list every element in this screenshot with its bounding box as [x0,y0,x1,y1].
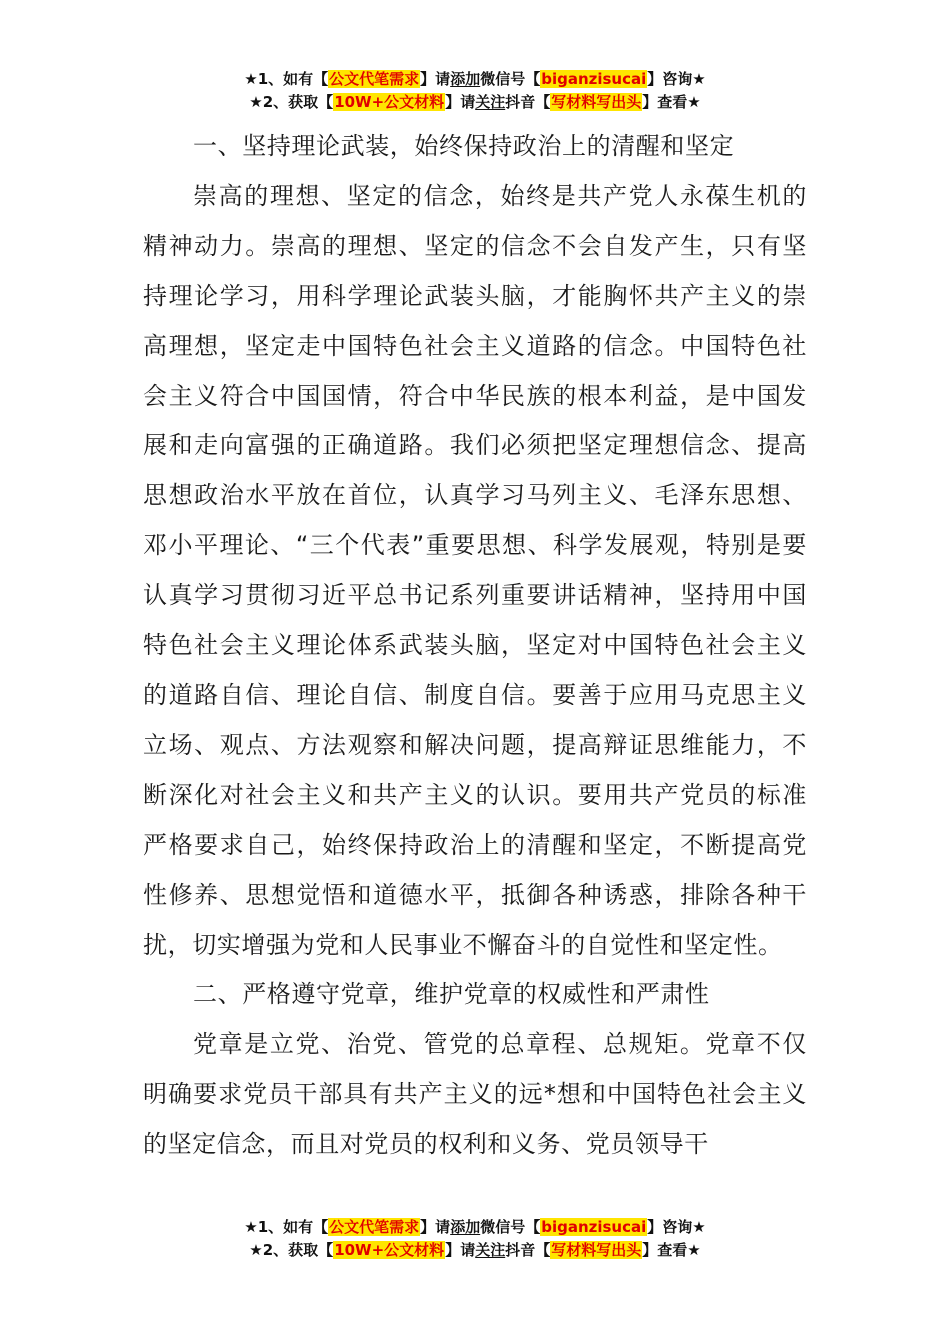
banner-line-2 [0,1239,950,1262]
banner-highlight: 公文代笔需求 [329,1218,420,1236]
banner-highlight: 10W+公文材料 [334,93,445,111]
banner-highlight: 写材料写出头 [551,93,642,111]
banner-text: 微信号【 [480,70,541,88]
document-body [143,122,807,1170]
banner-highlight: biganzisucai [541,70,647,88]
banner-line-1 [0,1216,950,1239]
banner-underlined: 关注 [475,93,506,111]
section-heading-1: 一、坚持理论武装，始终保持政治上的清醒和坚定 [193,132,735,160]
paragraph-1: 崇高的理想、坚定的信念，始终是共产党人永葆生机的精神动力。崇高的理想、坚定的信念不会自发产生，只有坚持理论学习，用科学理论武装头脑，才能胸怀共产主义的崇高理想，坚定走中国特色社会主义道路的信念。中国特色社会主义符合中国国情，符合中华民族的根本利益，是中国发展和走向富强的正确道路。我们必须把坚定理想信念、提高思想政治水平放在首位，认真学习马列主义、毛泽东思想、邓小平理论、“三个代表”重要思想、科学发展观，特别是要认真学习贯彻习近平总书记系列重要讲话精神，坚持用中国特色社会主义理论体系武装头脑，坚定对中国特色社会主义的道路自信、理论自信、制度自信。要善于应用马克思主义立场、观点、方法观察和解决问题，提高辩证思维能力，不断深化对社会主义和共产主义的认识。要用共产党员的标准严格要求自己，始终保持政治上的清醒和坚定，不断提高党性修养、思想觉悟和道德水平，抵御各种诱惑，排除各种干扰，切实增强为党和人民事业不懈奋斗的自觉性和坚定性。 [143,181,807,959]
banner-text: ★1、如有【 [244,70,329,88]
paragraph-2: 党章是立党、治党、管党的总章程、总规矩。党章不仅明确要求党员干部具有共产主义的远*想和中国特色社会主义的坚定信念，而且对党员的权利和义务、党员领导干 [143,1030,807,1159]
footer-banner [0,1216,950,1262]
banner-text: 】查看★ [642,93,701,111]
section-heading-2: 二、严格遵守党章，维护党章的权威性和严肃性 [193,980,710,1009]
banner-highlight: biganzisucai [541,1218,647,1236]
banner-text: ★2、获取【 [249,93,334,111]
banner-text: 微信号【 [480,1218,541,1236]
banner-text: 】查看★ [642,1241,701,1259]
banner-line-2 [0,91,950,114]
banner-underlined: 添加 [450,70,481,88]
banner-text: 】请 [420,1218,451,1236]
banner-text: 】咨询★ [647,1218,706,1236]
header-banner [0,68,950,114]
banner-text: 】请 [420,70,451,88]
banner-text: ★1、如有【 [244,1218,329,1236]
banner-text: 】咨询★ [647,70,706,88]
banner-highlight: 10W+公文材料 [334,1241,445,1259]
banner-text: ★2、获取【 [249,1241,334,1259]
banner-line-1 [0,68,950,91]
banner-text: 抖音【 [505,93,551,111]
banner-text: 】请 [445,93,476,111]
banner-underlined: 添加 [450,1218,481,1236]
banner-text: 抖音【 [505,1241,551,1259]
banner-highlight: 写材料写出头 [551,1241,642,1259]
banner-text: 】请 [445,1241,476,1259]
banner-highlight: 公文代笔需求 [329,70,420,88]
banner-underlined: 关注 [475,1241,506,1259]
